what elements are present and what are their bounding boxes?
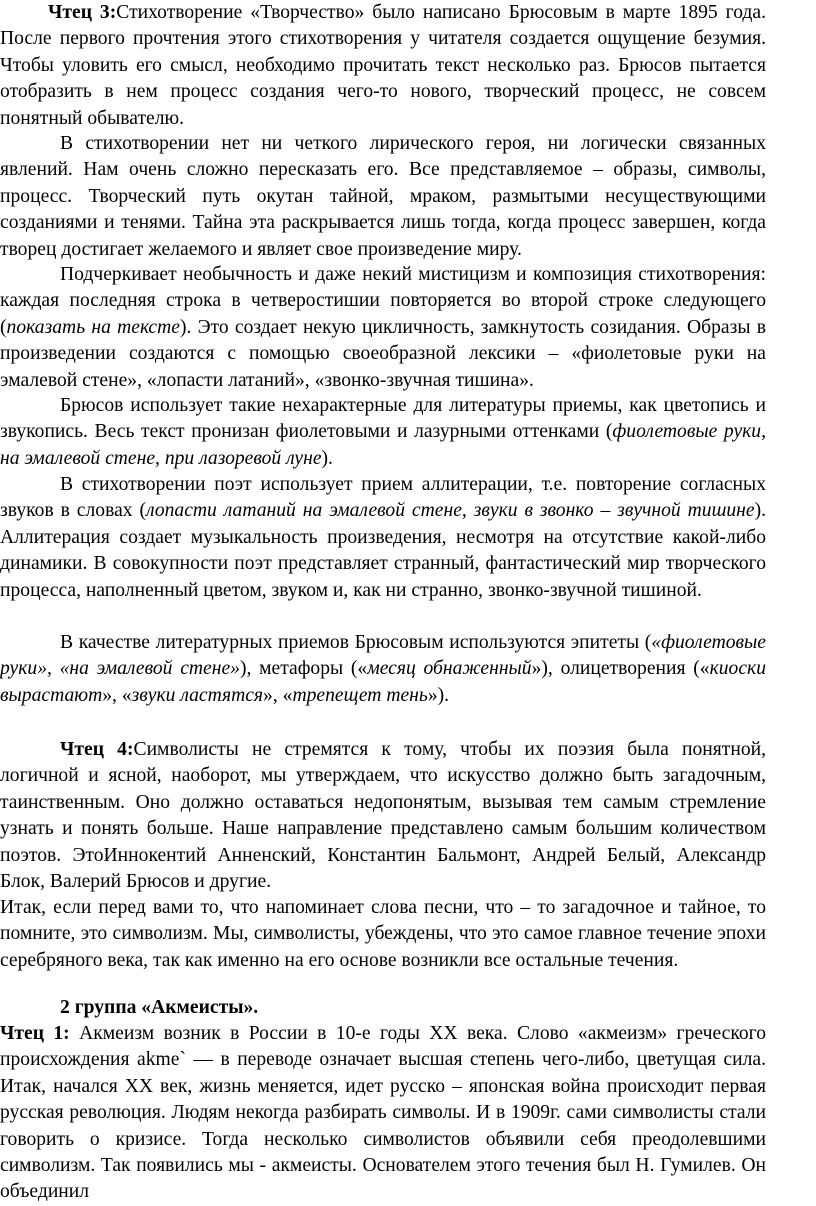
paragraph-9 xyxy=(0,1021,766,1206)
text-run: В качестве литературных приемов Брюсовым используются эпитеты ( xyxy=(60,632,652,653)
paragraph-3 xyxy=(0,262,766,394)
italic-run: лопасти латаний на эмалевой стене, звуки в звонко – звучной тишине xyxy=(146,500,755,522)
text-run: », « xyxy=(102,684,132,706)
paragraph-text: В стихотворении нет ни четкого лирического героя, ни логически связанных явлений. Нам очень сложно пересказать его. Все представляемое – образы, символы, процесс. Творческий путь окутан тайной, мраком, размытыми несуществующими созданиями и тенями. Тайна эта раскрывается лишь тогда, когда процесс завершен, когда творец достигает желаемого и являет свое произведение миру. xyxy=(0,133,766,260)
text-run: ). Это создает некую цикличность, замкнутость созидания. Образы в произведении создаются с помощью своеобразной лексики – «фиолетовые руки на эмалевой стене», «лопасти латаний», «звонко-звучная тишина». xyxy=(0,316,766,391)
italic-run: показать на тексте xyxy=(6,316,180,338)
text-run: ), метафоры (« xyxy=(239,658,368,680)
paragraph-text: Итак, если перед вами то, что напоминает слова песни, что – то загадочное и тайное, то помните, это символизм. Мы, символисты, убеждены, что это самое главное течение эпохи серебряного века, так как именно на его основе возникли все остальные течения. xyxy=(0,897,766,971)
paragraph-text: Стихотворение «Творчество» было написано Брюсовым в марте 1895 года. После первого прочтения этого стихотворения у читателя создается ощущение безумия. Чтобы уловить его смысл, необходимо прочитать текст несколько раз. Брюсов пытается отобразить в нем процесс создания чего-то нового, творческий процесс, не совсем понятный обывателю. xyxy=(0,2,766,129)
paragraph-4 xyxy=(0,393,766,472)
italic-run: трепещет тень xyxy=(292,684,428,706)
italic-run: звуки ластятся xyxy=(131,684,264,706)
speaker-label: Чтец 4: xyxy=(60,739,134,760)
paragraph-5 xyxy=(0,472,766,604)
paragraph-6 xyxy=(0,630,766,709)
text-run: »), олицетворения (« xyxy=(531,658,710,680)
speaker-label: Чтец 1: xyxy=(0,1023,70,1044)
text-run: ). Аллитерация создает музыкальность произведения, несмотря на отсутствие какой-либо динамики. В совокупности поэт представляет странный, фантастический мир творческого процесса, наполненный цветом, звуком и, как ни странно, звонко-звучной тишиной. xyxy=(0,500,767,601)
paragraph-1 xyxy=(0,0,766,132)
paragraph-7 xyxy=(0,737,766,895)
italic-run: киоски вырастают xyxy=(0,658,766,706)
text-run: », « xyxy=(263,684,293,706)
text-run: Брюсов использует такие нехарактерные для литературы приемы, как цветопись и звукопись. Весь текст пронизан фиолетовыми и лазурными оттенками ( xyxy=(0,395,766,443)
paragraph-2 xyxy=(0,131,766,263)
paragraph-text: Символисты не стремятся к тому, чтобы их поэзия была понятной, логичной и ясной, наоборот, мы утверждаем, что искусство должно быть загадочным, таинственным. Оно должно оставаться недопонятым, вызывая тем самым стремление узнать и понять больше. Наше направление представлено самым большим количеством поэтов. ЭтоИннокентий Анненский, Константин Бальмонт, Андрей Белый, Александр Блок, Валерий Брюсов и другие. xyxy=(0,739,766,893)
paragraph-8 xyxy=(0,895,766,974)
text-run: »). xyxy=(427,684,450,706)
section-heading: 2 группа «Акмеисты». xyxy=(60,997,259,1018)
speaker-label: Чтец 3: xyxy=(48,2,117,23)
italic-run: фиолетовые руки, на эмалевой стене, при лазоревой луне xyxy=(0,421,766,469)
text-run: Подчеркивает необычность и даже некий мистицизм и композиция стихотворения: каждая последняя строка в четверостишии повторяется во второй строке следующего ( xyxy=(0,264,766,338)
text-run: В стихотворении поэт использует прием аллитерации, т.е. повторение согласных звуков в словах ( xyxy=(0,474,766,522)
text-run: ). xyxy=(321,447,333,469)
italic-run: «фиолетовые руки», «на эмалевой стене» xyxy=(0,632,766,680)
italic-run: месяц обнаженный xyxy=(367,658,532,680)
paragraph-text: Акмеизм возник в России в 10-е годы XX века. Слово «акмеизм» греческого происхождения akme` — в переводе означает высшая степень чего-либо, цветущая сила. Итак, начался XX век, жизнь меняется, идет русско – японская война происходит первая русская революция. Людям некогда разбирать символы. И в 1909г. сами символисты стали говорить о кризисе. Тогда несколько символистов объявили себя преодолевшими символизм. Так появились мы - акмеисты. Основателем этого течения был Н. Гумилев. Он объединил xyxy=(0,1023,766,1203)
